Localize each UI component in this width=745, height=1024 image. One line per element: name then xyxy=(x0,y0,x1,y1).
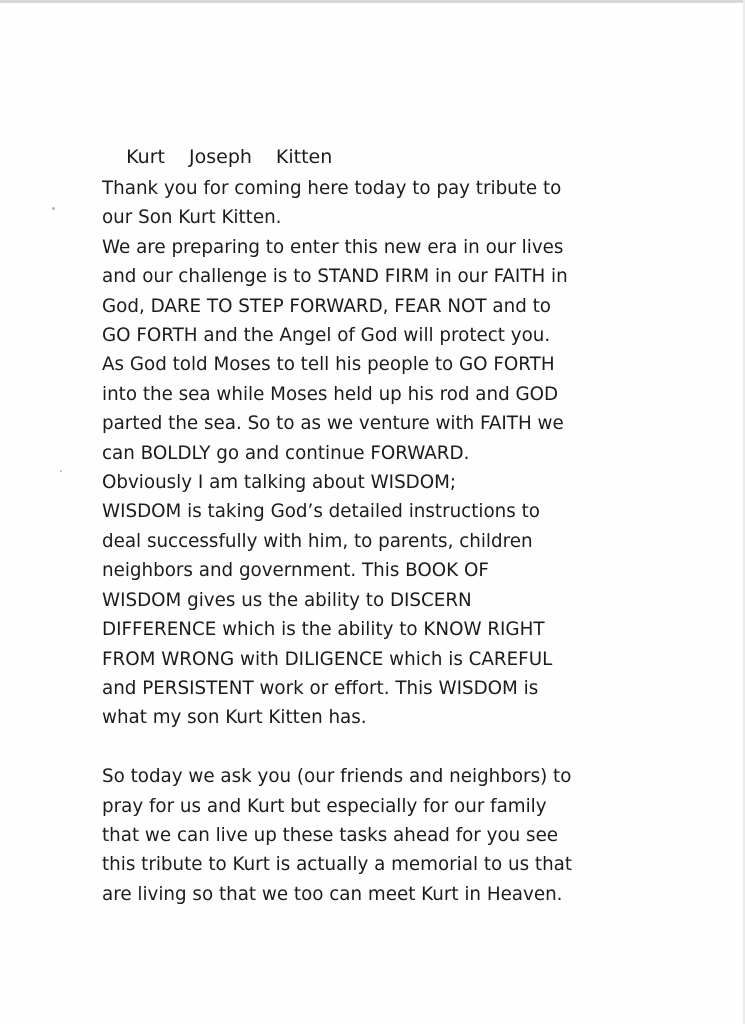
title-last-name: Kitten xyxy=(275,146,333,168)
title-first-name: Kurt xyxy=(126,146,165,168)
text-line: DIFFERENCE which is the ability to KNOW RIGHT xyxy=(102,619,545,641)
text-line: this tribute to Kurt is actually a memorial to us that xyxy=(102,854,573,876)
text-line: God, DARE TO STEP FORWARD, FEAR NOT and to xyxy=(102,295,551,317)
text-line: WISDOM gives us the ability to DISCERN xyxy=(102,589,472,611)
text-line: pray for us and Kurt but especially for our family xyxy=(102,795,547,817)
text-line: neighbors and government. This BOOK OF xyxy=(102,560,489,582)
text-line: Thank you for coming here today to pay tribute to xyxy=(102,178,562,199)
scan-speck xyxy=(60,470,62,472)
scan-top-edge xyxy=(0,0,745,3)
text-line: and PERSISTENT work or effort. This WISDOM is xyxy=(102,677,539,699)
text-line: are living so that we too can meet Kurt in Heaven. xyxy=(102,883,563,905)
text-line: what my son Kurt Kitten has. xyxy=(102,707,367,729)
text-line: FROM WRONG with DILIGENCE which is CAREFUL xyxy=(102,648,553,670)
paragraph-1 xyxy=(102,174,732,733)
text-line: that we can live up these tasks ahead for you see xyxy=(102,824,559,846)
text-line: We are preparing to enter this new era in our lives xyxy=(102,236,564,258)
title-middle-name: Joseph xyxy=(189,146,252,168)
paragraph-2 xyxy=(102,762,732,909)
text-line: Obviously I am talking about WISDOM; xyxy=(102,472,457,494)
text-line: GO FORTH and the Angel of God will protect you. xyxy=(102,325,551,347)
text-line: can BOLDLY go and continue FORWARD. xyxy=(102,442,470,464)
text-line: deal successfully with him, to parents, children xyxy=(102,530,533,552)
text-line: WISDOM is taking God’s detailed instructions to xyxy=(102,501,540,523)
scan-speck xyxy=(52,207,55,210)
text-line: parted the sea. So to as we venture with FAITH we xyxy=(102,413,564,435)
text-line: into the sea while Moses held up his rod and GOD xyxy=(102,383,559,405)
text-line: So today we ask you (our friends and neighbors) to xyxy=(102,766,572,788)
tribute-body xyxy=(102,174,732,909)
text-line: and our challenge is to STAND FIRM in our FAITH in xyxy=(102,266,568,288)
text-line: As God told Moses to tell his people to GO FORTH xyxy=(102,354,555,376)
paragraph-gap xyxy=(102,733,732,762)
text-line: our Son Kurt Kitten. xyxy=(102,207,282,229)
